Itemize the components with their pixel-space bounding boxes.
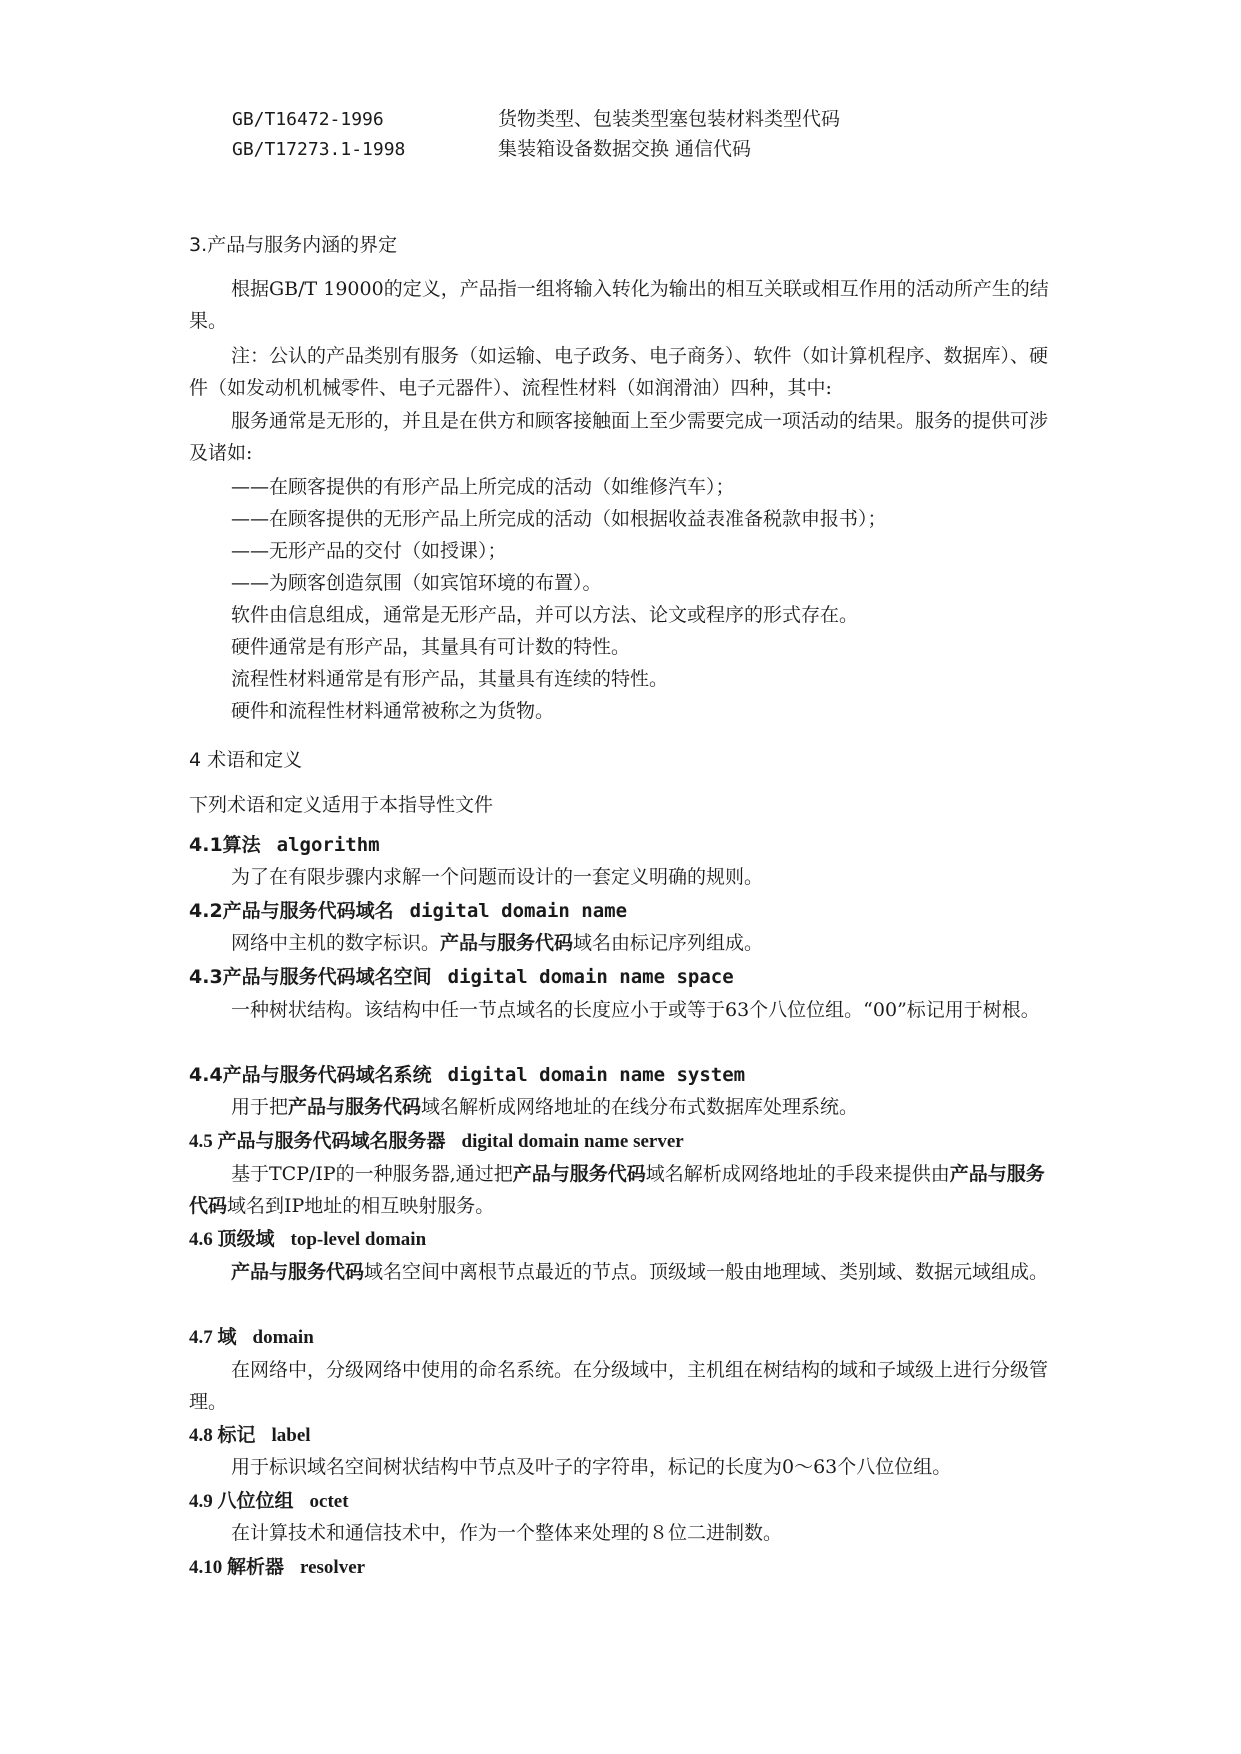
term-definition: 产品与服务代码域名空间中离根节点最近的节点。顶级域一般由地理域、类别域、数据元域组成。 (231, 1261, 1049, 1283)
term-number-name: 4.10 解析器 (189, 1557, 285, 1578)
term-definition: 基于TCP/IP的一种服务器,通过把产品与服务代码域名解析成网络地址的手段来提供由产品与服务代码域名到IP地址的相互映射服务。 (189, 1163, 1045, 1217)
paragraph-line: 软件由信息组成，通常是无形产品，并可以方法、论文或程序的形式存在。 (231, 604, 859, 626)
section-3-heading: 3.产品与服务内涵的界定 (189, 234, 398, 256)
term-english: digital domain name (409, 900, 628, 922)
term-number-name: 4.1算法 (189, 834, 261, 856)
term-definition: 网络中主机的数字标识。产品与服务代码域名由标记序列组成。 (231, 932, 764, 954)
term-english: octet (309, 1491, 349, 1512)
term-heading (189, 1420, 311, 1447)
term-number-name: 4.2产品与服务代码域名 (189, 900, 394, 922)
standard-title: 货物类型、包装类型塞包装材料类型代码 (498, 108, 841, 130)
term-definition: 为了在有限步骤内求解一个问题而设计的一套定义明确的规则。 (231, 866, 764, 888)
standard-title: 集装箱设备数据交换 通信代码 (498, 138, 752, 160)
term-number-name: 4.7 域 (189, 1327, 237, 1348)
term-heading (189, 962, 734, 989)
paragraph-line: 流程性材料通常是有形产品，其量具有连续的特性。 (231, 668, 669, 690)
term-definition: 在网络中，分级网络中使用的命名系统。在分级域中，主机组在树结构的域和子域级上进行分级管理。 (189, 1359, 1049, 1413)
term-heading (189, 1126, 684, 1153)
term-heading (189, 1060, 745, 1087)
term-english: digital domain name space (447, 966, 734, 988)
term-definition: 用于标识域名空间树状结构中节点及叶子的字符串，标记的长度为0～63个八位位组。 (231, 1456, 952, 1478)
term-definition: 一种树状结构。该结构中任一节点域名的长度应小于或等于63个八位位组。“00”标记用于树根。 (231, 999, 1040, 1021)
term-number-name: 4.3产品与服务代码域名空间 (189, 966, 432, 988)
standard-row (232, 134, 751, 161)
term-heading (189, 896, 627, 923)
term-definition: 用于把产品与服务代码域名解析成网络地址的在线分布式数据库处理系统。 (231, 1096, 859, 1118)
standard-code: GB/T17273.1-1998 (232, 139, 406, 160)
term-english: domain (252, 1327, 314, 1348)
term-english: top-level domain (290, 1229, 427, 1250)
paragraph: 根据GB/T 19000的定义，产品指一组将输入转化为输出的相互关联或相互作用的活动所产生的结果。 (189, 278, 1049, 332)
term-definition: 在计算技术和通信技术中，作为一个整体来处理的８位二进制数。 (231, 1522, 783, 1544)
paragraph: 注：公认的产品类别有服务（如运输、电子政务、电子商务）、软件（如计算机程序、数据库）、硬件（如发动机机械零件、电子元器件）、流程性材料（如润滑油）四种，其中: (189, 345, 1049, 399)
term-number-name: 4.5 产品与服务代码域名服务器 (189, 1131, 446, 1152)
paragraph-line: 硬件和流程性材料通常被称之为货物。 (231, 700, 555, 722)
term-english: resolver (300, 1557, 366, 1578)
section-4-heading: 4 术语和定义 (189, 749, 303, 771)
term-heading (189, 1552, 365, 1579)
term-heading (189, 830, 380, 857)
standard-code: GB/T16472-1996 (232, 109, 384, 130)
term-number-name: 4.8 标记 (189, 1425, 256, 1446)
term-heading (189, 1322, 314, 1349)
paragraph: 服务通常是无形的，并且是在供方和顾客接触面上至少需要完成一项活动的结果。服务的提供可涉及诸如: (189, 410, 1049, 464)
term-english: label (271, 1425, 311, 1446)
paragraph-line: 硬件通常是有形产品，其量具有可计数的特性。 (231, 636, 631, 658)
term-number-name: 4.9 八位位组 (189, 1491, 294, 1512)
section-4-intro: 下列术语和定义适用于本指导性文件 (189, 794, 494, 816)
list-item: ——为顾客创造氛围（如宾馆环境的布置）。 (231, 572, 602, 594)
term-number-name: 4.6 顶级域 (189, 1229, 275, 1250)
list-item: ——无形产品的交付（如授课）； (231, 540, 507, 562)
term-english: digital domain name system (447, 1064, 746, 1086)
term-heading (189, 1486, 349, 1513)
term-english: digital domain name server (461, 1131, 684, 1152)
list-item: ——在顾客提供的无形产品上所完成的活动（如根据收益表准备税款申报书）； (231, 508, 887, 530)
standard-row (232, 104, 840, 131)
term-number-name: 4.4产品与服务代码域名系统 (189, 1064, 432, 1086)
term-english: algorithm (276, 834, 380, 856)
term-heading (189, 1224, 426, 1251)
list-item: ——在顾客提供的有形产品上所完成的活动（如维修汽车）； (231, 476, 735, 498)
